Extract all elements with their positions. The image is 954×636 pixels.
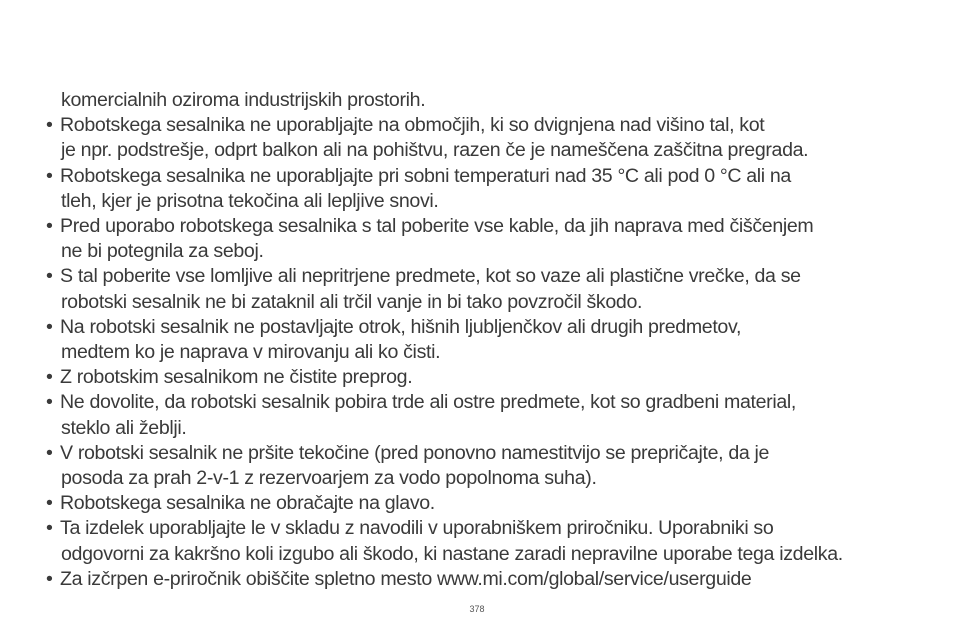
list-item-line: Za izčrpen e-priročnik obiščite spletno mesto www.mi.com/global/service/userguide (60, 567, 752, 590)
list-item-line: tleh, kjer je prisotna tekočina ali lepljive snovi. (61, 189, 439, 212)
bullet-icon: • (46, 391, 53, 414)
list-item-line: Robotskega sesalnika ne obračajte na glavo. (60, 492, 435, 515)
bullet-icon: • (46, 366, 53, 389)
bullet-icon: • (46, 517, 53, 540)
list-item-line: Robotskega sesalnika ne uporabljajte na območjih, ki so dvignjena nad višino tal, kot (60, 114, 765, 137)
list-item-line: V robotski sesalnik ne pršite tekočine (pred ponovno namestitvijo se prepričajte, da je (60, 441, 770, 464)
list-item (46, 516, 926, 566)
list-item (46, 491, 926, 516)
page-number: 378 (469, 604, 485, 614)
list-item-line: Na robotski sesalnik ne postavljajte otrok, hišnih ljubljenčkov ali drugih predmetov, (60, 315, 742, 338)
list-item-line: Ta izdelek uporabljajte le v skladu z navodili v uporabniškem priročniku. Uporabniki so (60, 517, 774, 540)
list-item-line: Ne dovolite, da robotski sesalnik pobira trde ali ostre predmete, kot so gradbeni material, (60, 391, 796, 414)
list-item-line: odgovorni za kakršno koli izgubo ali škodo, ki nastane zaradi nepravilne uporabe tega izdelka. (61, 542, 843, 565)
list-item (46, 365, 926, 390)
bullet-icon: • (46, 567, 53, 590)
bullet-icon: • (46, 492, 53, 515)
list-item (46, 390, 926, 440)
bullet-icon: • (46, 164, 53, 187)
list-item (46, 264, 926, 314)
list-item (46, 567, 926, 592)
list-item-line: Robotskega sesalnika ne uporabljajte pri sobni temperaturi nad 35 °C ali pod 0 °C ali na (60, 164, 791, 187)
bullet-icon: • (46, 114, 53, 137)
list-item (46, 164, 926, 214)
list-item (46, 214, 926, 264)
list-item-line: ne bi potegnila za seboj. (61, 240, 264, 263)
list-item (46, 113, 926, 163)
list-item-line: Pred uporabo robotskega sesalnika s tal poberite vse kable, da jih naprava med čiščenjem (60, 215, 814, 238)
list-item-line: robotski sesalnik ne bi zataknil ali trčil vanje in bi tako povzročil škodo. (61, 290, 643, 313)
list-item-line: posoda za prah 2-v-1 z rezervoarjem za vodo popolnoma suha). (61, 467, 597, 490)
bullet-list (46, 113, 926, 592)
safety-instructions (46, 88, 926, 592)
bullet-icon: • (46, 441, 53, 464)
bullet-icon: • (46, 265, 53, 288)
list-item-line: Z robotskim sesalnikom ne čistite preprog. (60, 366, 413, 389)
list-item-line: je npr. podstrešje, odprt balkon ali na pohištvu, razen če je nameščena zaščitna pregrada. (61, 139, 809, 162)
list-item (46, 315, 926, 365)
list-item (46, 441, 926, 491)
lead-line: komercialnih oziroma industrijskih prostorih. (61, 89, 426, 111)
list-item-line: steklo ali žeblji. (61, 416, 187, 439)
list-item-line: S tal poberite vse lomljive ali nepritrjene predmete, kot so vaze ali plastične vrečke, da se (60, 265, 801, 288)
bullet-icon: • (46, 315, 53, 338)
list-item-line: medtem ko je naprava v mirovanju ali ko čisti. (61, 341, 441, 364)
bullet-icon: • (46, 215, 53, 238)
